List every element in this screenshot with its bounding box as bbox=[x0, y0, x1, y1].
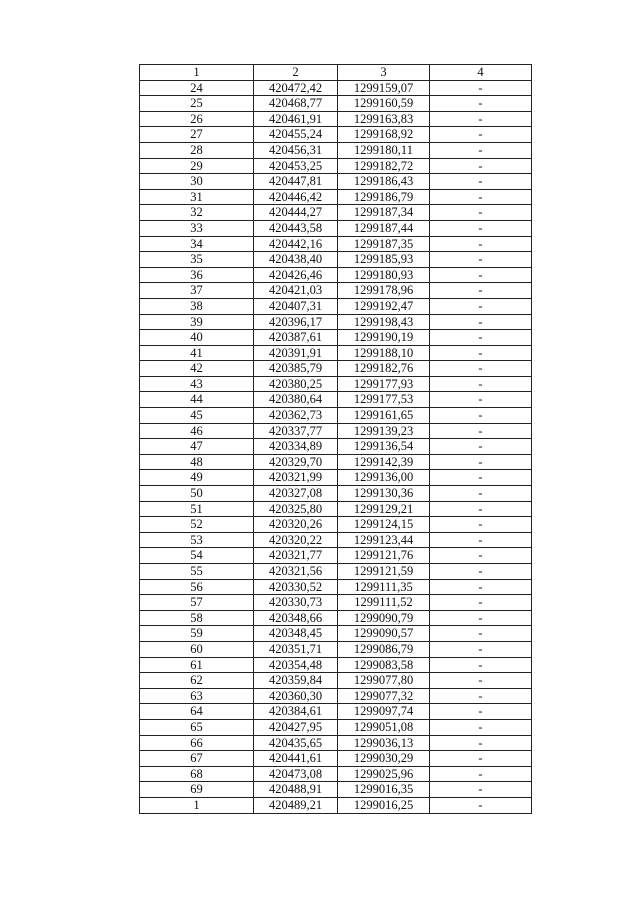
y-coordinate-cell: 1299051,08 bbox=[338, 719, 430, 735]
table-row bbox=[140, 220, 532, 236]
y-coordinate-cell: 1299142,39 bbox=[338, 454, 430, 470]
note-cell: - bbox=[430, 142, 532, 158]
x-coordinate-cell: 420348,66 bbox=[254, 610, 338, 626]
x-coordinate-cell: 420325,80 bbox=[254, 501, 338, 517]
y-coordinate-cell: 1299130,36 bbox=[338, 486, 430, 502]
x-coordinate-cell: 420453,25 bbox=[254, 158, 338, 174]
note-cell: - bbox=[430, 641, 532, 657]
table-row bbox=[140, 735, 532, 751]
note-cell: - bbox=[430, 267, 532, 283]
column-header-1: 1 bbox=[140, 65, 254, 81]
y-coordinate-cell: 1299090,57 bbox=[338, 626, 430, 642]
x-coordinate-cell: 420444,27 bbox=[254, 205, 338, 221]
y-coordinate-cell: 1299123,44 bbox=[338, 532, 430, 548]
column-header-2: 2 bbox=[254, 65, 338, 81]
note-cell: - bbox=[430, 735, 532, 751]
note-cell: - bbox=[430, 751, 532, 767]
note-cell: - bbox=[430, 673, 532, 689]
y-coordinate-cell: 1299161,65 bbox=[338, 408, 430, 424]
y-coordinate-cell: 1299182,72 bbox=[338, 158, 430, 174]
note-cell: - bbox=[430, 111, 532, 127]
table-row bbox=[140, 189, 532, 205]
note-cell: - bbox=[430, 610, 532, 626]
note-cell: - bbox=[430, 80, 532, 96]
point-number-cell: 55 bbox=[140, 564, 254, 580]
point-number-cell: 32 bbox=[140, 205, 254, 221]
x-coordinate-cell: 420456,31 bbox=[254, 142, 338, 158]
note-cell: - bbox=[430, 345, 532, 361]
note-cell: - bbox=[430, 470, 532, 486]
x-coordinate-cell: 420441,61 bbox=[254, 751, 338, 767]
table-row bbox=[140, 236, 532, 252]
x-coordinate-cell: 420351,71 bbox=[254, 641, 338, 657]
x-coordinate-cell: 420488,91 bbox=[254, 782, 338, 798]
point-number-cell: 45 bbox=[140, 408, 254, 424]
note-cell: - bbox=[430, 298, 532, 314]
note-cell: - bbox=[430, 595, 532, 611]
x-coordinate-cell: 420380,64 bbox=[254, 392, 338, 408]
note-cell: - bbox=[430, 189, 532, 205]
x-coordinate-cell: 420348,45 bbox=[254, 626, 338, 642]
note-cell: - bbox=[430, 439, 532, 455]
y-coordinate-cell: 1299177,93 bbox=[338, 376, 430, 392]
point-number-cell: 42 bbox=[140, 361, 254, 377]
y-coordinate-cell: 1299111,52 bbox=[338, 595, 430, 611]
y-coordinate-cell: 1299077,32 bbox=[338, 688, 430, 704]
point-number-cell: 35 bbox=[140, 252, 254, 268]
point-number-cell: 51 bbox=[140, 501, 254, 517]
point-number-cell: 43 bbox=[140, 376, 254, 392]
note-cell: - bbox=[430, 782, 532, 798]
y-coordinate-cell: 1299016,35 bbox=[338, 782, 430, 798]
note-cell: - bbox=[430, 283, 532, 299]
point-number-cell: 40 bbox=[140, 330, 254, 346]
point-number-cell: 41 bbox=[140, 345, 254, 361]
note-cell: - bbox=[430, 174, 532, 190]
point-number-cell: 69 bbox=[140, 782, 254, 798]
table-row bbox=[140, 564, 532, 580]
point-number-cell: 65 bbox=[140, 719, 254, 735]
note-cell: - bbox=[430, 96, 532, 112]
note-cell: - bbox=[430, 408, 532, 424]
x-coordinate-cell: 420385,79 bbox=[254, 361, 338, 377]
x-coordinate-cell: 420442,16 bbox=[254, 236, 338, 252]
x-coordinate-cell: 420321,99 bbox=[254, 470, 338, 486]
note-cell: - bbox=[430, 220, 532, 236]
y-coordinate-cell: 1299187,34 bbox=[338, 205, 430, 221]
x-coordinate-cell: 420489,21 bbox=[254, 797, 338, 813]
y-coordinate-cell: 1299097,74 bbox=[338, 704, 430, 720]
y-coordinate-cell: 1299083,58 bbox=[338, 657, 430, 673]
note-cell: - bbox=[430, 361, 532, 377]
x-coordinate-cell: 420472,42 bbox=[254, 80, 338, 96]
x-coordinate-cell: 420320,26 bbox=[254, 517, 338, 533]
note-cell: - bbox=[430, 501, 532, 517]
x-coordinate-cell: 420461,91 bbox=[254, 111, 338, 127]
point-number-cell: 30 bbox=[140, 174, 254, 190]
point-number-cell: 39 bbox=[140, 314, 254, 330]
x-coordinate-cell: 420407,31 bbox=[254, 298, 338, 314]
note-cell: - bbox=[430, 486, 532, 502]
x-coordinate-cell: 420387,61 bbox=[254, 330, 338, 346]
table-row bbox=[140, 80, 532, 96]
note-cell: - bbox=[430, 564, 532, 580]
note-cell: - bbox=[430, 704, 532, 720]
x-coordinate-cell: 420438,40 bbox=[254, 252, 338, 268]
table-row bbox=[140, 127, 532, 143]
y-coordinate-cell: 1299036,13 bbox=[338, 735, 430, 751]
point-number-cell: 64 bbox=[140, 704, 254, 720]
table-row bbox=[140, 797, 532, 813]
point-number-cell: 25 bbox=[140, 96, 254, 112]
note-cell: - bbox=[430, 626, 532, 642]
point-number-cell: 31 bbox=[140, 189, 254, 205]
note-cell: - bbox=[430, 314, 532, 330]
point-number-cell: 47 bbox=[140, 439, 254, 455]
table-row bbox=[140, 298, 532, 314]
y-coordinate-cell: 1299121,59 bbox=[338, 564, 430, 580]
y-coordinate-cell: 1299178,96 bbox=[338, 283, 430, 299]
coordinates-table bbox=[139, 64, 532, 814]
x-coordinate-cell: 420354,48 bbox=[254, 657, 338, 673]
point-number-cell: 67 bbox=[140, 751, 254, 767]
note-cell: - bbox=[430, 657, 532, 673]
table-row bbox=[140, 470, 532, 486]
y-coordinate-cell: 1299030,29 bbox=[338, 751, 430, 767]
table-row bbox=[140, 579, 532, 595]
y-coordinate-cell: 1299077,80 bbox=[338, 673, 430, 689]
y-coordinate-cell: 1299168,92 bbox=[338, 127, 430, 143]
table-row bbox=[140, 486, 532, 502]
column-header-3: 3 bbox=[338, 65, 430, 81]
y-coordinate-cell: 1299124,15 bbox=[338, 517, 430, 533]
table-row bbox=[140, 158, 532, 174]
point-number-cell: 59 bbox=[140, 626, 254, 642]
point-number-cell: 61 bbox=[140, 657, 254, 673]
note-cell: - bbox=[430, 548, 532, 564]
point-number-cell: 49 bbox=[140, 470, 254, 486]
table-row bbox=[140, 719, 532, 735]
y-coordinate-cell: 1299177,53 bbox=[338, 392, 430, 408]
x-coordinate-cell: 420447,81 bbox=[254, 174, 338, 190]
note-cell: - bbox=[430, 423, 532, 439]
x-coordinate-cell: 420443,58 bbox=[254, 220, 338, 236]
note-cell: - bbox=[430, 532, 532, 548]
point-number-cell: 63 bbox=[140, 688, 254, 704]
y-coordinate-cell: 1299186,79 bbox=[338, 189, 430, 205]
point-number-cell: 33 bbox=[140, 220, 254, 236]
note-cell: - bbox=[430, 579, 532, 595]
table-row bbox=[140, 408, 532, 424]
note-cell: - bbox=[430, 517, 532, 533]
point-number-cell: 24 bbox=[140, 80, 254, 96]
x-coordinate-cell: 420321,56 bbox=[254, 564, 338, 580]
x-coordinate-cell: 420455,24 bbox=[254, 127, 338, 143]
y-coordinate-cell: 1299086,79 bbox=[338, 641, 430, 657]
y-coordinate-cell: 1299136,00 bbox=[338, 470, 430, 486]
x-coordinate-cell: 420330,52 bbox=[254, 579, 338, 595]
y-coordinate-cell: 1299163,83 bbox=[338, 111, 430, 127]
x-coordinate-cell: 420435,65 bbox=[254, 735, 338, 751]
note-cell: - bbox=[430, 454, 532, 470]
table-row bbox=[140, 626, 532, 642]
point-number-cell: 66 bbox=[140, 735, 254, 751]
note-cell: - bbox=[430, 376, 532, 392]
y-coordinate-cell: 1299025,96 bbox=[338, 766, 430, 782]
x-coordinate-cell: 420427,95 bbox=[254, 719, 338, 735]
y-coordinate-cell: 1299198,43 bbox=[338, 314, 430, 330]
point-number-cell: 57 bbox=[140, 595, 254, 611]
table-body bbox=[140, 80, 532, 813]
y-coordinate-cell: 1299180,11 bbox=[338, 142, 430, 158]
table-row bbox=[140, 423, 532, 439]
x-coordinate-cell: 420426,46 bbox=[254, 267, 338, 283]
point-number-cell: 48 bbox=[140, 454, 254, 470]
y-coordinate-cell: 1299180,93 bbox=[338, 267, 430, 283]
point-number-cell: 54 bbox=[140, 548, 254, 564]
note-cell: - bbox=[430, 766, 532, 782]
note-cell: - bbox=[430, 719, 532, 735]
point-number-cell: 38 bbox=[140, 298, 254, 314]
table-row bbox=[140, 641, 532, 657]
x-coordinate-cell: 420330,73 bbox=[254, 595, 338, 611]
table-row bbox=[140, 751, 532, 767]
table-row bbox=[140, 252, 532, 268]
y-coordinate-cell: 1299190,19 bbox=[338, 330, 430, 346]
x-coordinate-cell: 420329,70 bbox=[254, 454, 338, 470]
x-coordinate-cell: 420446,42 bbox=[254, 189, 338, 205]
y-coordinate-cell: 1299121,76 bbox=[338, 548, 430, 564]
table-row bbox=[140, 392, 532, 408]
table-row bbox=[140, 704, 532, 720]
table-header bbox=[140, 65, 532, 81]
note-cell: - bbox=[430, 797, 532, 813]
note-cell: - bbox=[430, 330, 532, 346]
table-row bbox=[140, 657, 532, 673]
x-coordinate-cell: 420473,08 bbox=[254, 766, 338, 782]
x-coordinate-cell: 420421,03 bbox=[254, 283, 338, 299]
x-coordinate-cell: 420384,61 bbox=[254, 704, 338, 720]
x-coordinate-cell: 420362,73 bbox=[254, 408, 338, 424]
y-coordinate-cell: 1299160,59 bbox=[338, 96, 430, 112]
point-number-cell: 27 bbox=[140, 127, 254, 143]
table-row bbox=[140, 782, 532, 798]
table-row bbox=[140, 111, 532, 127]
note-cell: - bbox=[430, 158, 532, 174]
point-number-cell: 34 bbox=[140, 236, 254, 252]
y-coordinate-cell: 1299111,35 bbox=[338, 579, 430, 595]
note-cell: - bbox=[430, 127, 532, 143]
y-coordinate-cell: 1299188,10 bbox=[338, 345, 430, 361]
point-number-cell: 28 bbox=[140, 142, 254, 158]
x-coordinate-cell: 420468,77 bbox=[254, 96, 338, 112]
x-coordinate-cell: 420327,08 bbox=[254, 486, 338, 502]
table-row bbox=[140, 314, 532, 330]
x-coordinate-cell: 420359,84 bbox=[254, 673, 338, 689]
column-header-4: 4 bbox=[430, 65, 532, 81]
y-coordinate-cell: 1299185,93 bbox=[338, 252, 430, 268]
table-row bbox=[140, 454, 532, 470]
table-row bbox=[140, 283, 532, 299]
table-row bbox=[140, 548, 532, 564]
y-coordinate-cell: 1299090,79 bbox=[338, 610, 430, 626]
table-row bbox=[140, 330, 532, 346]
table-row bbox=[140, 439, 532, 455]
note-cell: - bbox=[430, 688, 532, 704]
x-coordinate-cell: 420391,91 bbox=[254, 345, 338, 361]
point-number-cell: 1 bbox=[140, 797, 254, 813]
table-row bbox=[140, 501, 532, 517]
table-row bbox=[140, 142, 532, 158]
header-row bbox=[140, 65, 532, 81]
table-row bbox=[140, 345, 532, 361]
table-row bbox=[140, 610, 532, 626]
y-coordinate-cell: 1299187,44 bbox=[338, 220, 430, 236]
y-coordinate-cell: 1299186,43 bbox=[338, 174, 430, 190]
y-coordinate-cell: 1299139,23 bbox=[338, 423, 430, 439]
x-coordinate-cell: 420320,22 bbox=[254, 532, 338, 548]
x-coordinate-cell: 420334,89 bbox=[254, 439, 338, 455]
table-row bbox=[140, 532, 532, 548]
point-number-cell: 44 bbox=[140, 392, 254, 408]
point-number-cell: 29 bbox=[140, 158, 254, 174]
note-cell: - bbox=[430, 252, 532, 268]
table-row bbox=[140, 766, 532, 782]
x-coordinate-cell: 420321,77 bbox=[254, 548, 338, 564]
y-coordinate-cell: 1299182,76 bbox=[338, 361, 430, 377]
table-row bbox=[140, 361, 532, 377]
y-coordinate-cell: 1299129,21 bbox=[338, 501, 430, 517]
note-cell: - bbox=[430, 392, 532, 408]
point-number-cell: 56 bbox=[140, 579, 254, 595]
point-number-cell: 36 bbox=[140, 267, 254, 283]
point-number-cell: 46 bbox=[140, 423, 254, 439]
point-number-cell: 58 bbox=[140, 610, 254, 626]
x-coordinate-cell: 420337,77 bbox=[254, 423, 338, 439]
y-coordinate-cell: 1299159,07 bbox=[338, 80, 430, 96]
point-number-cell: 26 bbox=[140, 111, 254, 127]
point-number-cell: 62 bbox=[140, 673, 254, 689]
table-row bbox=[140, 267, 532, 283]
point-number-cell: 37 bbox=[140, 283, 254, 299]
x-coordinate-cell: 420360,30 bbox=[254, 688, 338, 704]
table-row bbox=[140, 595, 532, 611]
table-row bbox=[140, 688, 532, 704]
y-coordinate-cell: 1299187,35 bbox=[338, 236, 430, 252]
table-row bbox=[140, 517, 532, 533]
note-cell: - bbox=[430, 236, 532, 252]
point-number-cell: 53 bbox=[140, 532, 254, 548]
table-row bbox=[140, 376, 532, 392]
table-row bbox=[140, 673, 532, 689]
point-number-cell: 60 bbox=[140, 641, 254, 657]
x-coordinate-cell: 420396,17 bbox=[254, 314, 338, 330]
y-coordinate-cell: 1299136,54 bbox=[338, 439, 430, 455]
table-row bbox=[140, 174, 532, 190]
x-coordinate-cell: 420380,25 bbox=[254, 376, 338, 392]
y-coordinate-cell: 1299016,25 bbox=[338, 797, 430, 813]
table-row bbox=[140, 96, 532, 112]
note-cell: - bbox=[430, 205, 532, 221]
point-number-cell: 50 bbox=[140, 486, 254, 502]
table-row bbox=[140, 205, 532, 221]
point-number-cell: 52 bbox=[140, 517, 254, 533]
y-coordinate-cell: 1299192,47 bbox=[338, 298, 430, 314]
point-number-cell: 68 bbox=[140, 766, 254, 782]
